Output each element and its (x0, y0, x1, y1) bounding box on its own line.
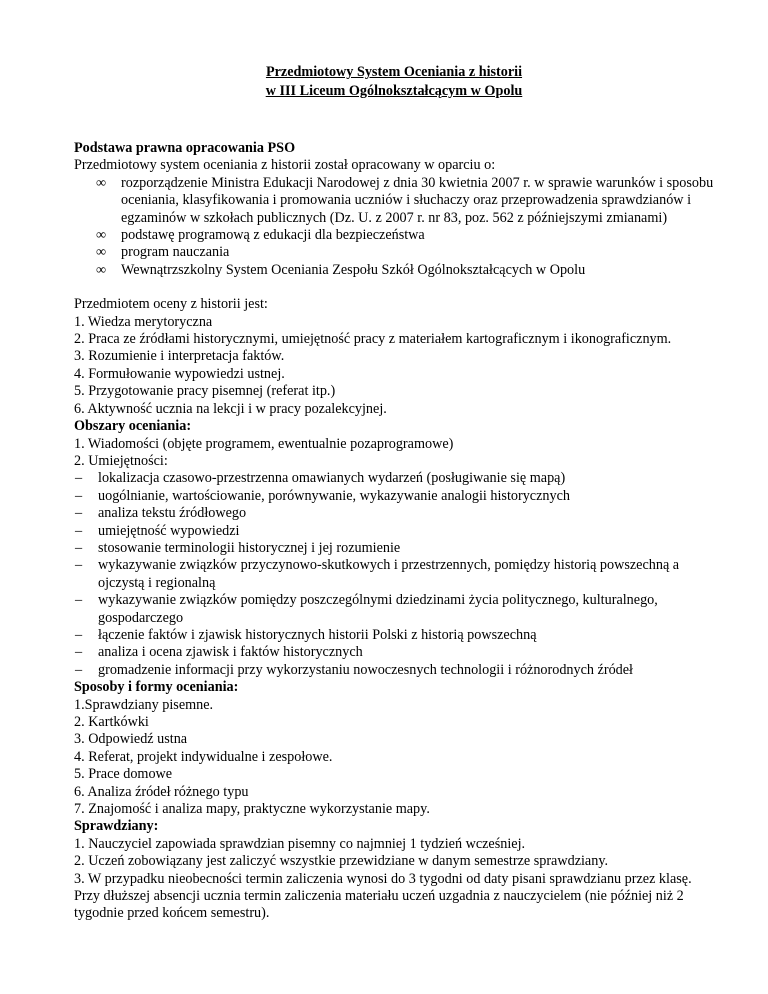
methods-heading: Sposoby i formy oceniania: (74, 679, 239, 696)
title-line-2: w III Liceum Ogólnokształcącym w Opolu (265, 83, 523, 99)
list-item: 6. Aktywność ucznia na lekcji i w pracy pozalekcyjnej. (74, 400, 387, 417)
dash-bullet-icon: – (75, 557, 83, 574)
dash-bullet-icon: – (75, 487, 83, 504)
list-item: 7. Znajomość i analiza mapy, praktyczne wykorzystanie mapy. (74, 801, 430, 818)
skills-list (74, 470, 714, 679)
areas-skills-intro: 2. Umiejętności: (74, 452, 168, 469)
document-title (74, 63, 714, 101)
infinity-bullet-icon: ∞ (96, 244, 107, 261)
list-item: 2. Kartkówki (74, 714, 149, 730)
dash-bullet-icon: – (75, 539, 83, 556)
areas-knowledge: 1. Wiadomości (objęte programem, ewentualnie pozaprogramowe) (74, 435, 454, 452)
list-item: – wykazywanie związków pomiędzy poszczególnymi dziedzinami życia politycznego, kulturalnego, gospodarczego (75, 592, 658, 626)
infinity-bullet-icon: ∞ (96, 174, 107, 191)
list-item: 1.Sprawdziany pisemne. (74, 696, 214, 713)
legal-basis-intro: Przedmiotowy system oceniania z historii został opracowany w oparciu o: (74, 157, 496, 174)
list-item: 4. Referat, projekt indywidualne i zespołowe. (74, 748, 333, 765)
dash-bullet-icon: – (75, 644, 83, 661)
list-item: ∞ rozporządzenie Ministra Edukacji Narodowej z dnia 30 kwietnia 2007 r. w sprawie warunków i sposobu oceniania, klasyfikowania i promowania uczniów i słuchaczy oraz przeprowadzenia sprawdzianów i egzaminów w szkołach publicznych (Dz. U. z 2007 r. nr 83, poz. 562 z późniejszymi zmianami) (96, 174, 714, 226)
dash-bullet-icon: – (75, 522, 83, 539)
section-areas (74, 418, 714, 679)
dash-bullet-icon: – (75, 470, 83, 487)
tests-heading: Sprawdziany: (74, 818, 159, 835)
list-item: – wykazywanie związków przyczynowo-skutkowych i przestrzennych, pomiędzy historią powszechną a ojczystą i regionalną (75, 557, 680, 591)
areas-heading: Obszary oceniania: (74, 418, 192, 435)
section-legal-basis (74, 140, 714, 279)
title-line-1: Przedmiotowy System Oceniania z historii (265, 64, 523, 80)
legal-basis-list (74, 175, 714, 279)
list-item: ∞ Wewnątrzszkolny System Oceniania Zespołu Szkół Ogólnokształcących w Opolu (96, 261, 586, 278)
list-item: 4. Formułowanie wypowiedzi ustnej. (74, 365, 285, 382)
list-item: 2. Uczeń zobowiązany jest zaliczyć wszystkie przewidziane w danym semestrze sprawdziany. (74, 853, 609, 870)
list-item: 2. Praca ze źródłami historycznymi, umiejętność pracy z materiałem kartograficznym i ikonograficznym. (74, 331, 672, 348)
list-item: – łączenie faktów i zjawisk historycznych historii Polski z historią powszechną (75, 626, 537, 643)
list-item: 3. W przypadku nieobecności termin zaliczenia wynosi do 3 tygodni od daty pisani sprawdzianu przez klasę. Przy dłuższej absencji ucznia termin zaliczenia materiału uczeń uzgadnia z nauczycielem (nie później niż 2 tygodnie przed końcem semestru). (74, 870, 692, 922)
dash-bullet-icon: – (75, 661, 83, 678)
dash-bullet-icon: – (75, 592, 83, 609)
legal-basis-heading: Podstawa prawna opracowania PSO (74, 140, 296, 156)
list-item: – analiza tekstu źródłowego (75, 505, 247, 522)
list-item: 3. Rozumienie i interpretacja faktów. (74, 348, 285, 365)
list-item: – umiejętność wypowiedzi (75, 522, 240, 539)
dash-bullet-icon: – (75, 505, 83, 522)
list-item: ∞ program nauczania (96, 244, 230, 261)
section-tests (74, 818, 714, 922)
list-item: – analiza i ocena zjawisk i faktów historycznych (75, 644, 363, 661)
subject-intro: Przedmiotem oceny z historii jest: (74, 296, 268, 313)
list-item: – gromadzenie informacji przy wykorzystaniu nowoczesnych technologii i różnorodnych źródeł (75, 661, 634, 678)
infinity-bullet-icon: ∞ (96, 227, 107, 244)
list-item: 1. Nauczyciel zapowiada sprawdzian pisemny co najmniej 1 tydzień wcześniej. (74, 835, 526, 852)
list-item: ∞ podstawę programową z edukacji dla bezpieczeństwa (96, 227, 425, 244)
list-item: – uogólnianie, wartościowanie, porównywanie, wykazywanie analogii historycznych (75, 487, 570, 504)
list-item: 5. Przygotowanie pracy pisemnej (referat itp.) (74, 383, 336, 400)
list-item: – lokalizacja czasowo-przestrzenna omawianych wydarzeń (posługiwanie się mapą) (75, 470, 566, 487)
list-item: 3. Odpowiedź ustna (74, 731, 188, 748)
document-page (74, 63, 714, 923)
list-item: 1. Wiedza merytoryczna (74, 313, 213, 330)
list-item: 5. Prace domowe (74, 766, 173, 783)
section-methods (74, 679, 714, 818)
dash-bullet-icon: – (75, 626, 83, 643)
list-item: – stosowanie terminologii historycznej i jej rozumienie (75, 539, 401, 556)
section-subject-of-assessment (74, 296, 714, 418)
list-item: 6. Analiza źródeł różnego typu (74, 783, 249, 800)
infinity-bullet-icon: ∞ (96, 261, 107, 278)
